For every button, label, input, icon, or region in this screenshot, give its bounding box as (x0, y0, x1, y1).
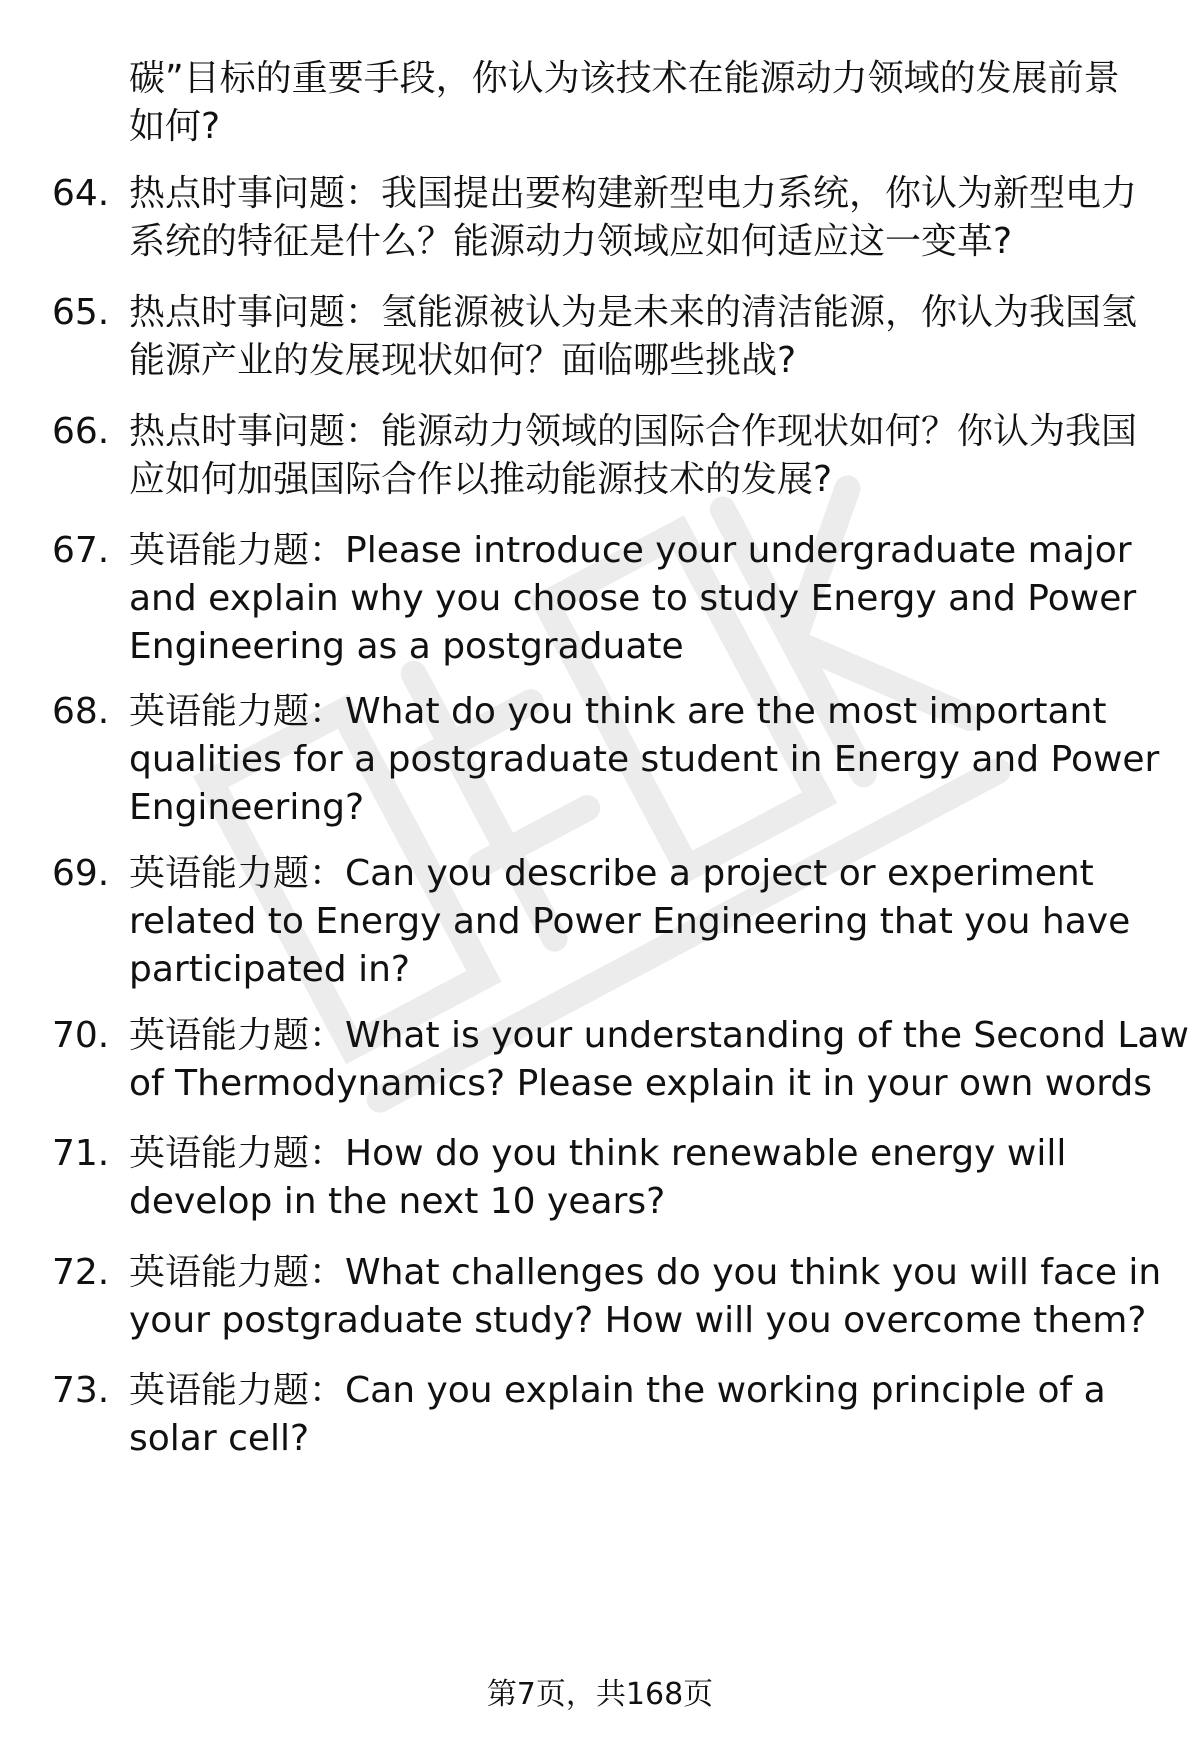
question-line: of Thermodynamics? Please explain it in your own words (129, 1063, 1153, 1104)
page-number-footer: 第7页，共168页 (486, 1677, 714, 1712)
question-number: 66. (52, 411, 110, 452)
question-number: 69. (52, 853, 110, 894)
question-line: 英语能力题：What do you think are the most important (129, 691, 1107, 732)
question-number: 70. (52, 1015, 110, 1056)
question-line: 英语能力题：What is your understanding of the Second Law (129, 1015, 1189, 1056)
question-line: 热点时事问题：氢能源被认为是未来的清洁能源，你认为我国氢 (129, 292, 1138, 333)
question-line: Engineering as a postgraduate (129, 626, 684, 667)
question-line: 英语能力题：What challenges do you think you will face in (129, 1252, 1162, 1293)
question-line: 英语能力题：Can you explain the working principle of a (129, 1370, 1106, 1411)
question-line: and explain why you choose to study Energy and Power (129, 578, 1137, 619)
question-number: 65. (52, 292, 110, 333)
question-line: qualities for a postgraduate student in Energy and Power (129, 739, 1160, 780)
question-number: 67. (52, 530, 110, 571)
question-line: 热点时事问题：能源动力领域的国际合作现状如何？你认为我国 (129, 411, 1138, 452)
question-line: 英语能力题：How do you think renewable energy will (129, 1133, 1067, 1174)
question-line: 英语能力题：Please introduce your undergraduate major (129, 530, 1132, 571)
question-line: 系统的特征是什么？能源动力领域应如何适应这一变革? (129, 221, 1013, 262)
text-line: 如何? (129, 106, 221, 147)
question-number: 64. (52, 173, 110, 214)
question-line: 应如何加强国际合作以推动能源技术的发展? (129, 459, 833, 500)
question-number: 73. (52, 1370, 110, 1411)
question-number: 72. (52, 1252, 110, 1293)
question-line: solar cell? (129, 1418, 310, 1459)
question-number: 71. (52, 1133, 110, 1174)
question-line: 热点时事问题：我国提出要构建新型电力系统，你认为新型电力 (129, 173, 1138, 214)
question-line: 英语能力题：Can you describe a project or experiment (129, 853, 1094, 894)
question-line: 能源产业的发展现状如何？面临哪些挑战? (129, 340, 797, 381)
question-line: related to Energy and Power Engineering that you have (129, 901, 1131, 942)
question-line: develop in the next 10 years? (129, 1181, 666, 1222)
text-line: 碳”目标的重要手段，你认为该技术在能源动力领域的发展前景 (129, 58, 1120, 99)
question-line: Engineering? (129, 787, 365, 828)
question-line: participated in? (129, 949, 411, 990)
question-number: 68. (52, 691, 110, 732)
question-line: your postgraduate study? How will you overcome them? (129, 1300, 1147, 1341)
